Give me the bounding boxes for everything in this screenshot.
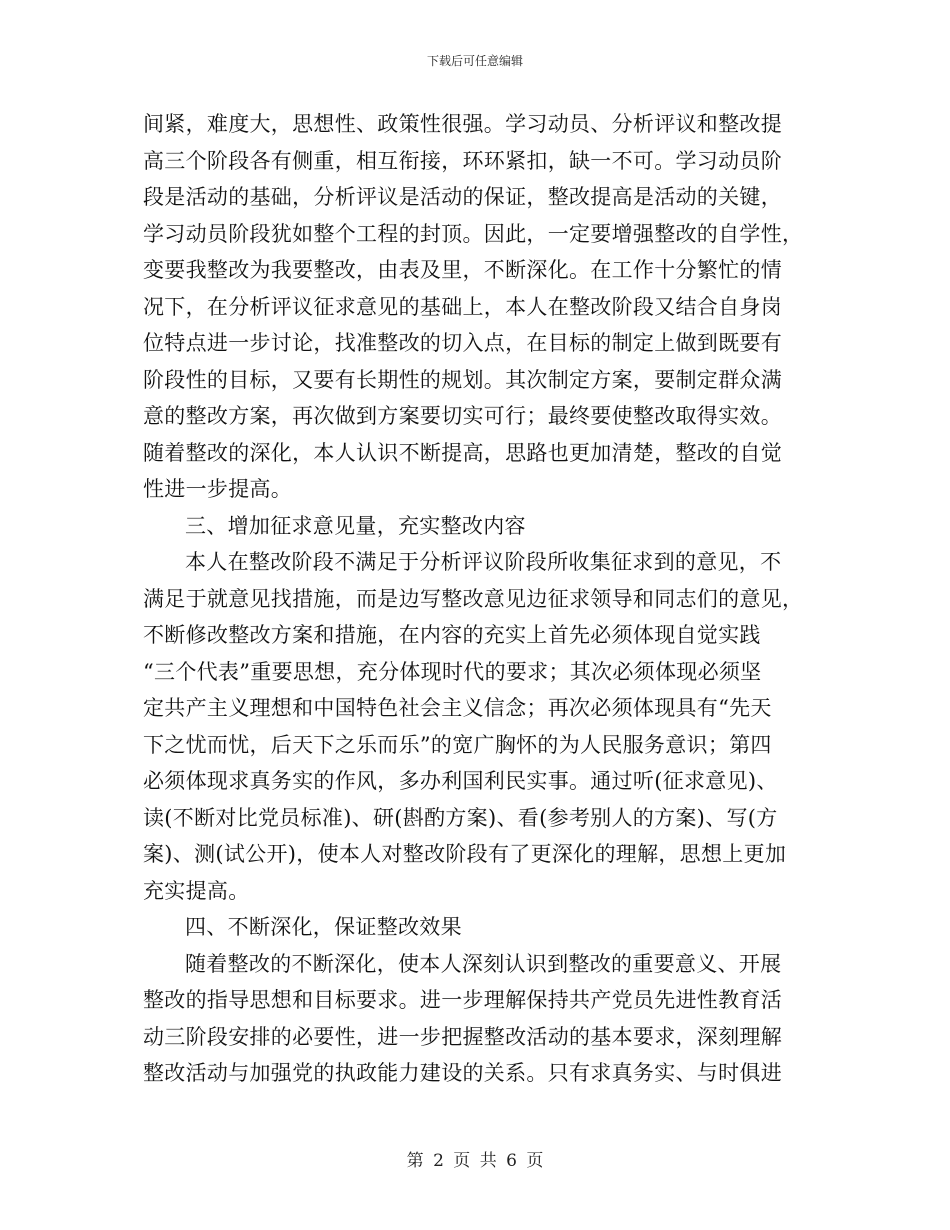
text-line: 必须体现求真务实的作风，多办利国利民实事。通过听(征求意见)、 [143, 769, 778, 793]
text-line: 变要我整改为我要整改，由表及里，不断深化。在工作十分繁忙的情 [143, 258, 782, 282]
section-heading: 四、不断深化，保证整改效果 [185, 915, 462, 939]
text-line: 阶段性的目标，又要有长期性的规划。其次制定方案，要制定群众满 [143, 367, 782, 392]
text-line: 不断修改整改方案和措施，在内容的充实上首先必须体现自觉实践 [143, 623, 761, 647]
text-line: 定共产主义理想和中国特色社会主义信念；再次必须体现具有“先天 [143, 696, 772, 720]
text-line: 整改活动与加强党的执政能力建设的关系。只有求真务实、与时俱进 [143, 1061, 782, 1085]
text-line: 充实提高。 [143, 878, 250, 903]
text-line: 满足于就意见找措施，而是边写整改意见边征求领导和同志们的意见， [143, 586, 804, 611]
text-line: 段是活动的基础，分析评议是活动的保证，整改提高是活动的关键， [143, 185, 782, 209]
text-line: 学习动员阶段犹如整个工程的封顶。因此，一定要增强整改的自学性， [143, 221, 804, 246]
text-line: 本人在整改阶段不满足于分析评议阶段所收集征求到的意见，不 [185, 550, 782, 574]
text-line: 性进一步提高。 [143, 477, 293, 501]
page-number-footer: 第 2 页 共 6 页 [406, 1151, 544, 1171]
text-line: 位特点进一步讨论，找准整改的切入点，在目标的制定上做到既要有 [143, 331, 782, 355]
text-line: 动三阶段安排的必要性，进一步把握整改活动的基本要求，深刻理解 [143, 1024, 782, 1049]
text-line: 随着整改的不断深化，使本人深刻认识到整改的重要意义、开展 [185, 951, 782, 976]
text-line: 读(不断对比党员标准)、研(斟酌方案)、看(参考别人的方案)、写(方 [143, 805, 778, 830]
text-line: 间紧，难度大，思想性、政策性很强。学习动员、分析评议和整改提 [143, 112, 782, 136]
text-line: “三个代表”重要思想，充分体现时代的要求；其次必须体现必须坚 [143, 659, 762, 684]
text-line: 高三个阶段各有侧重，相互衔接，环环紧扣，缺一不可。学习动员阶 [143, 148, 782, 173]
text-line: 意的整改方案，再次做到方案要切实可行；最终要使整改取得实效。 [143, 404, 782, 428]
section-heading: 三、增加征求意见量，充实整改内容 [185, 513, 526, 538]
text-line: 随着整改的深化，本人认识不断提高，思路也更加清楚，整改的自觉 [143, 440, 782, 465]
text-line: 整改的指导思想和目标要求。进一步理解保持共产党员先进性教育活 [143, 988, 782, 1012]
text-line: 况下，在分析评议征求意见的基础上，本人在整改阶段又结合自身岗 [143, 294, 782, 319]
text-line: 案)、测(试公开)，使本人对整改阶段有了更深化的理解，思想上更加 [143, 842, 787, 866]
text-line: 下之忧而忧，后天下之乐而乐”的宽广胸怀的为人民服务意识；第四 [143, 732, 772, 757]
page-header: 下载后可任意编辑 [426, 54, 523, 68]
document-body [143, 106, 811, 1092]
